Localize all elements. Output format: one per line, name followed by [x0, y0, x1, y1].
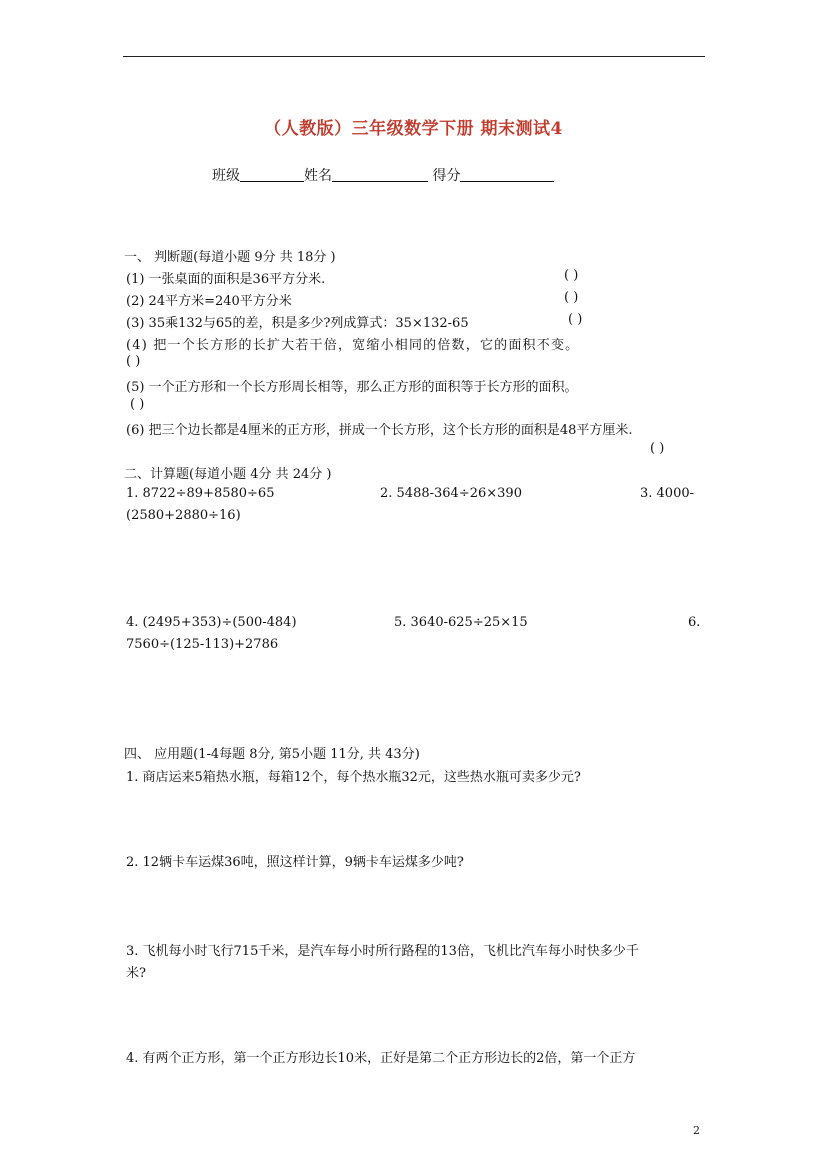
judge-answer-1[interactable]: ( ) [564, 268, 579, 283]
student-info [212, 165, 554, 185]
class-blank[interactable] [240, 167, 304, 182]
judge-item-6: (6) 把三个边长都是4厘米的正方形，拼成一个长方形，这个长方形的面积是48平方厘米. [126, 423, 633, 438]
word-problem-3-line1: 3. 飞机每小时飞行715千米，是汽车每小时所行路程的13倍，飞机比汽车每小时快多少千 [126, 944, 639, 959]
name-blank[interactable] [332, 167, 428, 182]
calc-q3-end: (2580+2880÷16) [126, 508, 241, 523]
judge-answer-3[interactable]: ( ) [568, 312, 583, 327]
word-problem-2: 2. 12辆卡车运煤36吨，照这样计算，9辆卡车运煤多少吨? [126, 855, 464, 870]
judge-answer-2[interactable]: ( ) [564, 290, 579, 305]
name-label: 姓名 [304, 168, 332, 184]
judge-item-3: (3) 35乘132与65的差，积是多少?列成算式：35×132-65 [126, 316, 469, 331]
section4-heading: 四、 应用题(1-4每题 8分, 第5小题 11分, 共 43分) [124, 747, 420, 762]
calc-q6-number: 6. [688, 615, 701, 630]
calc-q2: 2. 5488-364÷26×390 [380, 486, 522, 501]
calc-q4: 4. (2495+353)÷(500-484) [126, 615, 297, 630]
judge-item-4: (4) 把一个长方形的长扩大若干倍，宽缩小相同的倍数，它的面积不变。 [126, 338, 580, 353]
judge-item-5: (5) 一个正方形和一个长方形周长相等，那么正方形的面积等于长方形的面积。 [126, 380, 578, 395]
calc-q1: 1. 8722÷89+8580÷65 [126, 486, 275, 501]
calc-q3-start: 3. 4000- [640, 486, 695, 501]
score-blank[interactable] [460, 167, 554, 182]
section2-heading: 二、计算题(每道小题 4分 共 24分 ) [124, 467, 332, 482]
word-problem-1: 1. 商店运来5箱热水瓶，每箱12个，每个热水瓶32元，这些热水瓶可卖多少元? [126, 770, 581, 785]
header-rule [123, 56, 705, 57]
page-number: 2 [693, 1124, 700, 1137]
judge-answer-4[interactable]: ( ) [126, 354, 141, 369]
calc-q6: 7560÷(125-113)+2786 [126, 637, 279, 652]
word-problem-3-line2: 米? [126, 966, 146, 981]
word-problem-4: 4. 有两个正方形，第一个正方形边长10米，正好是第二个正方形边长的2倍，第一个正方 [126, 1051, 636, 1066]
judge-item-1: (1) 一张桌面的面积是36平方分米. [126, 272, 326, 287]
section1-heading: 一、 判断题(每道小题 9分 共 18分 ) [124, 250, 336, 265]
judge-answer-5[interactable]: ( ) [130, 397, 145, 412]
document-title: （人教版）三年级数学下册 期末测试4 [264, 119, 563, 139]
judge-answer-6[interactable]: ( ) [650, 441, 665, 456]
judge-item-2: (2) 24平方米=240平方分米 [126, 294, 292, 309]
score-label: 得分 [432, 168, 461, 184]
class-label: 班级 [212, 168, 240, 184]
calc-q5: 5. 3640-625÷25×15 [394, 615, 528, 630]
